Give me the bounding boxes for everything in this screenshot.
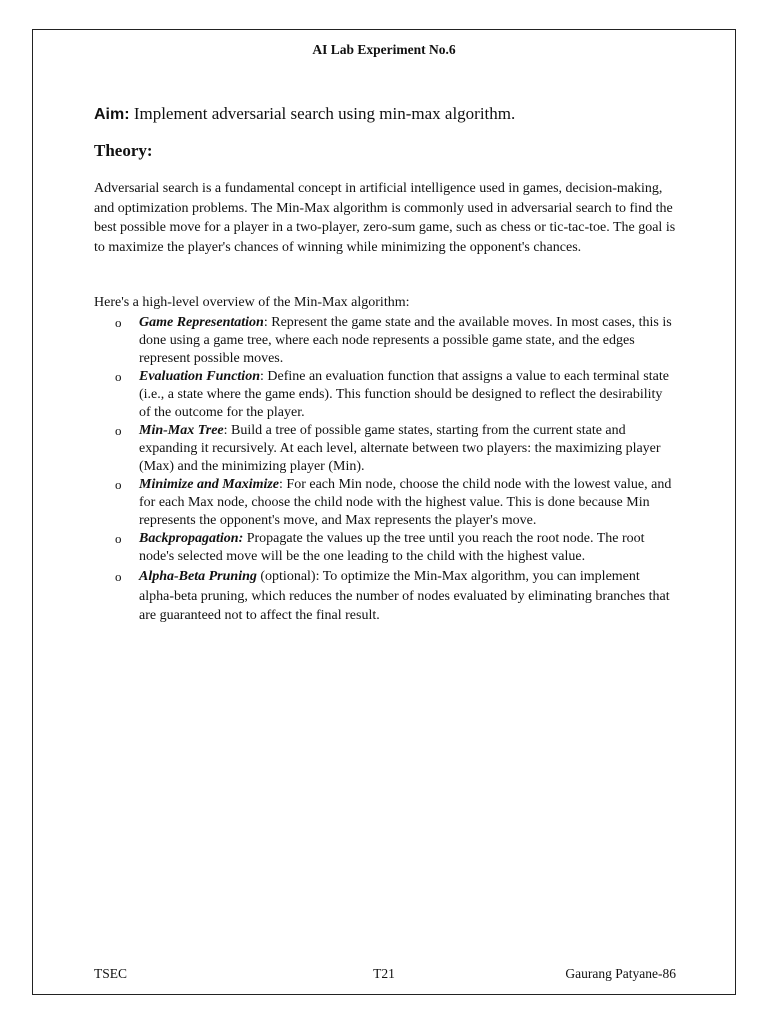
step-description: Propagate the values up the tree until you reach the root node. The root node's selected move will be the one leading to the child with the highest value. [139, 531, 645, 564]
bullet-marker: o [115, 569, 122, 584]
step-description: : Define an evaluation function that assigns a value to each terminal state (i.e., a state where the game ends). This function should be designed to reflect the desirability of the outcome for the player. [139, 369, 669, 420]
step-description: : Represent the game state and the available moves. In most cases, this is done using a game tree, where each node represents a possible game state, and the edges represent possible moves. [139, 315, 672, 366]
aim-text: Implement adversarial search using min-max algorithm. [133, 104, 516, 123]
step-description: : Build a tree of possible game states, starting from the current state and expanding it recursively. At each level, alternate between two players: the maximizing player (Max) and the minimizing player (Min). [139, 423, 661, 474]
step-term: Min-Max Tree [139, 423, 224, 438]
overview-sentence: Here's a high-level overview of the Min-Max algorithm: [94, 295, 410, 310]
list-item [94, 530, 676, 566]
step-term: Minimize and Maximize [139, 477, 280, 492]
step-term: Evaluation Function [139, 369, 260, 384]
list-item [94, 368, 676, 422]
theory-heading: Theory: [94, 141, 153, 160]
step-term: Alpha-Beta Pruning [139, 569, 257, 584]
aim-section [94, 104, 694, 124]
bullet-marker: o [115, 423, 122, 438]
algorithm-steps-list [94, 314, 676, 626]
document-title: AI Lab Experiment No.6 [312, 42, 456, 57]
list-item [94, 422, 676, 476]
step-description: : For each Min node, choose the child node with the lowest value, and for each Max node, choose the child node with the highest value. This is done because Min represents the opponent's move, and Max represents the player's move. [139, 477, 672, 528]
list-item [94, 314, 676, 368]
list-item [94, 476, 676, 530]
step-term: Game Representation [139, 315, 264, 330]
aim-label: Aim: [94, 106, 130, 123]
bullet-marker: o [115, 477, 122, 492]
bullet-marker: o [115, 369, 122, 384]
step-description: (optional): To optimize the Min-Max algorithm, you can implement alpha-beta pruning, which reduces the number of nodes evaluated by eliminating branches that are guaranteed not to affect the final result. [139, 569, 670, 623]
list-item [94, 567, 676, 626]
step-term: Backpropagation: [139, 531, 244, 546]
footer-author: Gaurang Patyane-86 [565, 966, 676, 981]
bullet-marker: o [115, 531, 122, 546]
bullet-marker: o [115, 315, 122, 330]
theory-intro-paragraph: Adversarial search is a fundamental concept in artificial intelligence used in games, decision-making, and optimization problems. The Min-Max algorithm is commonly used in adversarial search to find the best possible move for a player in a two-player, zero-sum game, such as chess or tic-tac-toe. The goal is to maximize the player's chances of winning while minimizing the opponent's chances. [94, 181, 676, 255]
footer-institution: TSEC [94, 966, 128, 981]
footer-class: T21 [373, 966, 395, 981]
